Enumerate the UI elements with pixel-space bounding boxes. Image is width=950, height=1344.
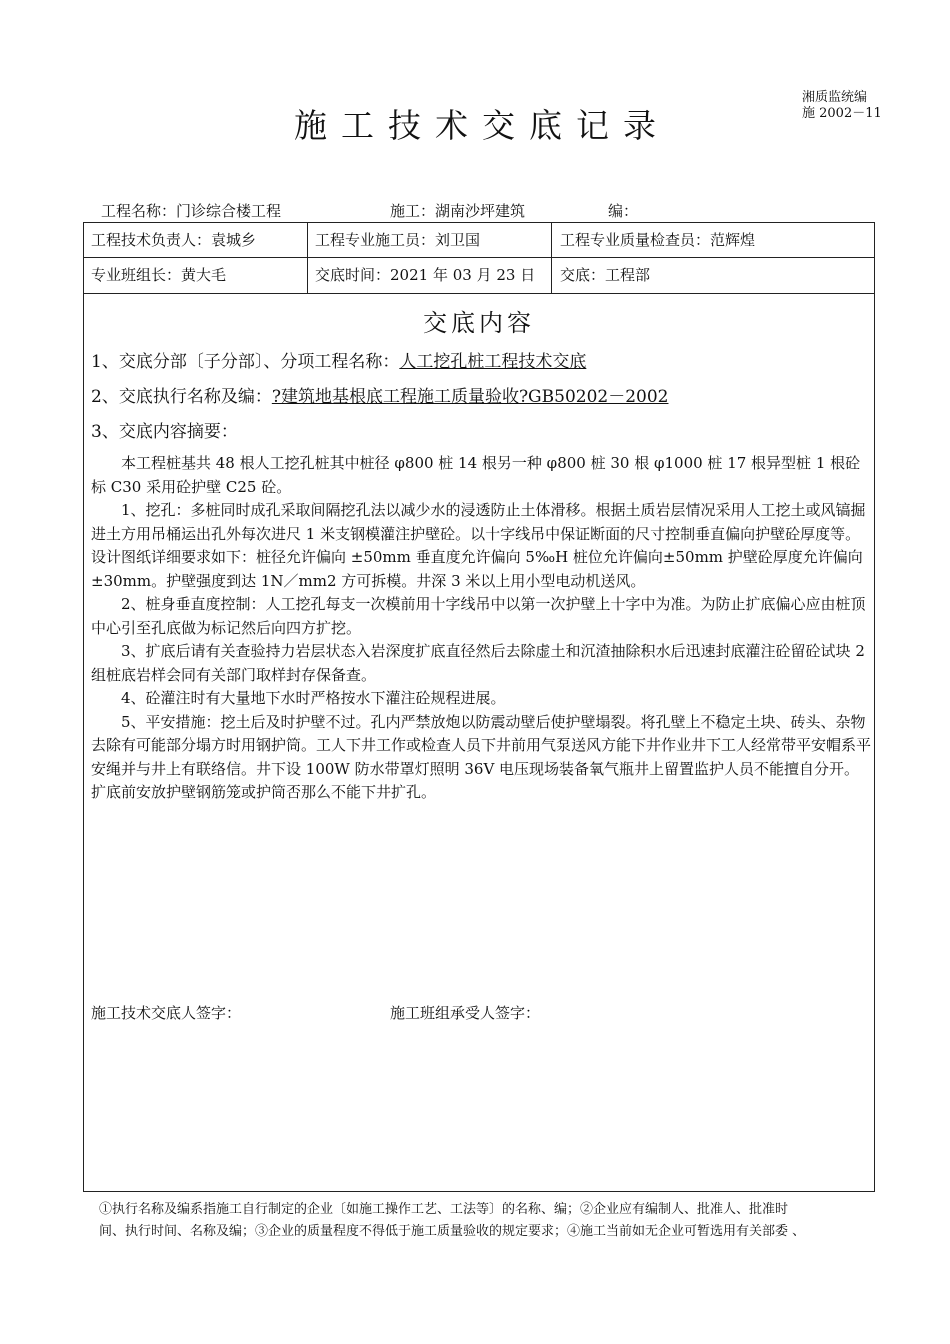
construction-worker-cell: 工程专业施工员：刘卫国 [315,231,481,249]
item-2 [91,382,668,407]
team-leader-cell: 专业班组长：黄大毛 [91,266,227,284]
document-title: 施工技术交底记录 [294,106,670,145]
signature-receiver: 施工班组承受人签字： [390,1004,541,1022]
item-2-value: ?建筑地基根底工程施工质量验收?GB50202－2002 [271,387,669,407]
footnote-line: 间、执行时间、名称及编；③企业的质量程度不得低于施工质量验收的规定要求；④施工当前如无企业可暂选用有关部委 、 [99,1224,806,1239]
table-divider [307,222,308,293]
form-code-line1: 湘质监统编 [802,90,868,105]
item-1 [91,347,586,372]
table-divider [83,293,875,294]
project-name: 工程名称：门诊综合楼工程 [101,202,282,220]
quality-inspector-cell: 工程专业质量检查员：范辉煌 [560,231,756,249]
construction-company: 施工：湖南沙坪建筑 [390,202,526,220]
form-number: 编： [608,202,639,220]
handover-party-cell: 交底：工程部 [560,266,651,284]
footnote-line: ①执行名称及编系指施工自行制定的企业〔如施工操作工艺、工法等〕的名称、编；②企业应有编制人、批准人、批准时 [99,1202,789,1217]
item-1-label: 1、交底分部〔子分部〕、分项工程名称： [91,352,400,372]
summary-paragraph: 1、挖孔：多桩同时成孔采取间隔挖孔法以减少水的浸透防止土体滑移。根据土质岩层情况采用人工挖土或风镐掘进土方用吊桶运出孔外每次进尺 1 米支钢模灌注护壁砼。以十字线吊中保证断面的尺寸控制垂直偏向护壁砼厚度等。设计图纸详细要求如下：桩径允许偏向 ±50mm 垂直度允许偏向 5‰H 桩位允许偏向±50mm 护壁砼厚度允许偏向±30mm。护壁强度到达 1N／mm2 方可拆模。井深 3 米以上用小型电动机送风。 [91,501,866,590]
table-divider [83,257,875,258]
item-3-label: 3、交底内容摘要： [91,422,238,442]
summary-paragraph: 本工程桩基共 48 根人工挖孔桩其中桩径 φ800 桩 14 根另一种 φ800 桩 30 根 φ1000 桩 17 根异型桩 1 根砼标 C30 采用砼护壁 C25 砼。 [91,454,861,496]
form-code-line2: 施 2002－11 [802,106,882,121]
table-divider [551,222,552,293]
tech-lead-cell: 工程技术负责人：袁城乡 [91,231,257,249]
summary-paragraph: 2、桩身垂直度控制：人工挖孔每支一次模前用十字线吊中以第一次护壁上十字中为准。为防止扩底偏心应由桩顶中心引至孔底做为标记然后向四方扩挖。 [91,595,866,637]
handover-time-cell: 交底时间：2021 年 03 月 23 日 [315,266,536,284]
summary-paragraph: 3、扩底后请有关查验持力岩层状态入岩深度扩底直径然后去除虚土和沉渣抽除积水后迅速封底灌注砼留砼试块 2 组桩底岩样会同有关部门取样封存保备查。 [91,642,865,684]
item-2-label: 2、交底执行名称及编： [91,387,272,407]
summary-paragraph: 5、平安措施：挖土后及时护壁不过。孔内严禁放炮以防震动壁后使护壁塌裂。将孔壁上不稳定土块、砖头、杂物去除有可能部分塌方时用钢护筒。工人下井工作或检查人员下井前用气泵送风方能下井作业井下工人经常带平安帽系平安绳并与井上有联络信。井下设 100W 防水带罩灯照明 36V 电压现场装备氧气瓶井上留置监护人员不能擅自分开。扩底前安放护壁钢筋笼或护筒否那么不能下井扩孔。 [91,712,872,801]
section-title: 交底内容 [423,309,535,337]
content-summary [91,452,873,805]
summary-paragraph: 4、砼灌注时有大量地下水时严格按水下灌注砼规程进展。 [121,689,506,707]
signature-giver: 施工技术交底人签字： [91,1004,242,1022]
footnote [99,1199,879,1243]
item-1-value: 人工挖孔桩工程技术交底 [399,352,587,372]
